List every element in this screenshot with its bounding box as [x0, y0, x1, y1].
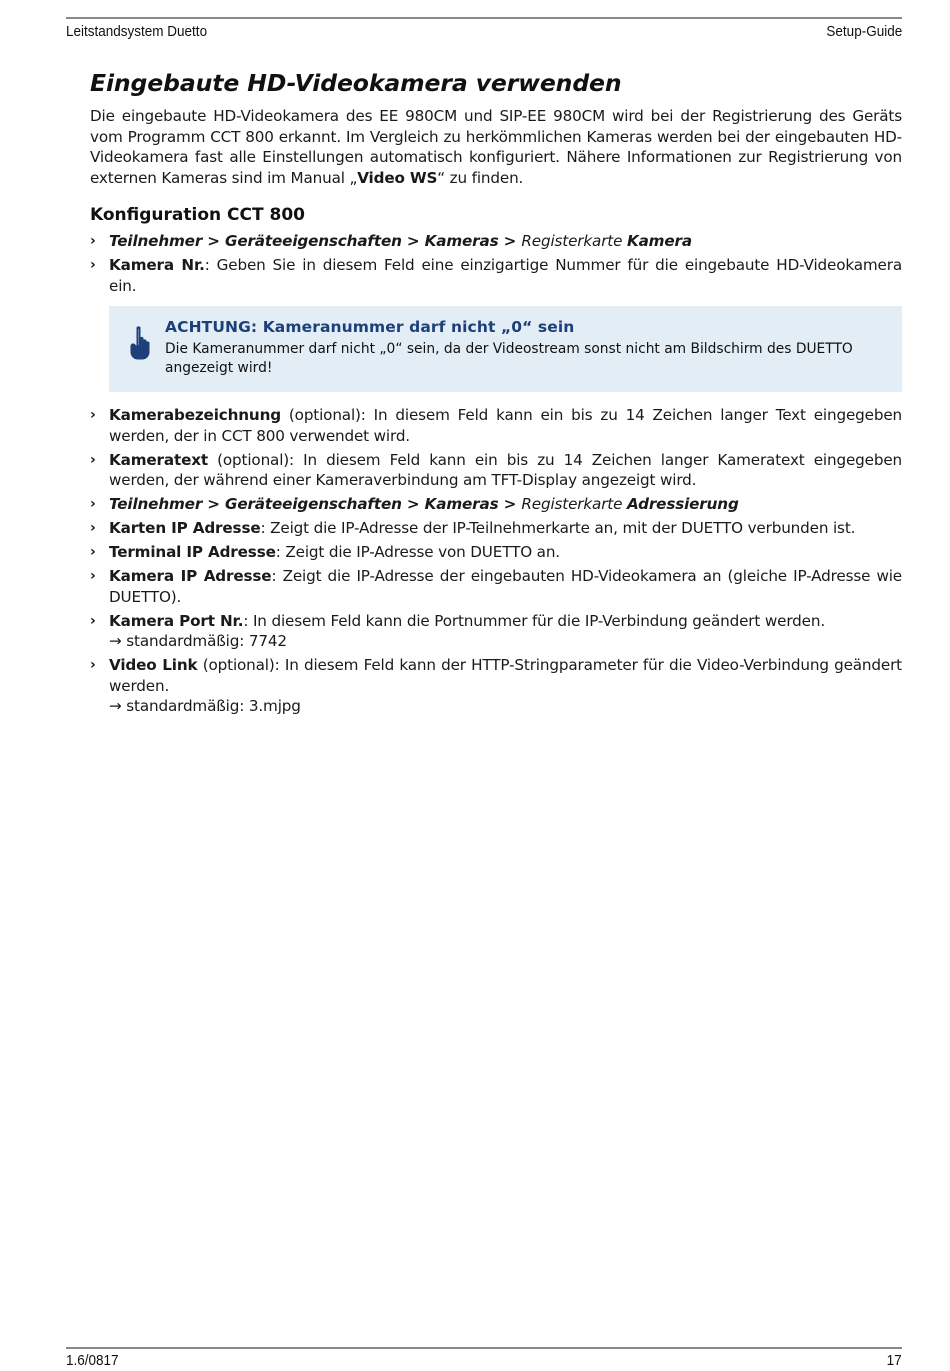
notice-title: ACHTUNG: Kameranummer darf nicht „0“ sein [165, 318, 575, 336]
chevron-right-icon: › [90, 233, 96, 249]
header-left: Leitstandsystem Duetto [66, 23, 208, 40]
chevron-right-icon: › [90, 257, 96, 273]
header-rule [66, 17, 902, 19]
default-value [109, 696, 902, 717]
list-item-kameratext [90, 450, 902, 491]
chevron-right-icon: › [90, 568, 96, 584]
field-term: Terminal IP Adresse [109, 543, 276, 561]
page-content [90, 64, 902, 720]
field-term: Kameratext [109, 450, 208, 469]
field-term: Kamera Port Nr. [109, 611, 244, 630]
field-description: (optional): In diesem Feld kann ein bis zu 14 Zeichen langer Text eingegeben werden, der in CCT 800 verwendet wird. [109, 406, 902, 445]
step-list-2 [90, 405, 902, 717]
field-description: (optional): In diesem Feld kann der HTTP-Stringparameter für die Video-Verbindung geändert werden. [109, 656, 902, 695]
default-value-text: standardmäßig: 3.mjpg [126, 697, 301, 715]
list-item-kamerabezeichnung [90, 405, 902, 446]
notice-body: Die Kameranummer darf nicht „0“ sein, da der Videostream sonst nicht am Bildschirm des DUETTO angezeigt wird! [165, 341, 853, 376]
field-description: : In diesem Feld kann die Portnummer für die IP-Verbindung geändert werden. [243, 611, 826, 630]
list-item-video-link [90, 655, 902, 717]
intro-text-1: Die eingebaute HD-Videokamera des EE 980CM und SIP-EE 980CM wird bei der Registrierung des Geräts vom Programm CCT 800 erkannt. Im Vergleich zu herkömmlichen Kameras werden bei der eingebauten HD-Videokamera fast alle Einstellungen automatisch konfiguriert. Nähere Informationen zur Registrierung von externen Kameras sind im Manual „ [90, 107, 902, 187]
arrow-right-icon: → [109, 697, 122, 715]
menu-path-tab: Kamera [626, 232, 692, 250]
chevron-right-icon: › [90, 544, 96, 560]
field-term: Kamera IP Adresse [109, 567, 272, 585]
field-term: Kamera Nr. [109, 256, 205, 274]
field-term: Karten IP Adresse [109, 519, 261, 537]
header-right: Setup-Guide [826, 23, 902, 40]
default-value [109, 631, 902, 652]
field-description: : Zeigt die IP-Adresse von DUETTO an. [275, 543, 560, 561]
list-item-kamera-ip [90, 566, 902, 607]
menu-path-reg: Registerkarte [521, 232, 627, 250]
menu-path [109, 495, 739, 513]
intro-text-2: “ zu finden. [437, 168, 524, 187]
field-description: (optional): In diesem Feld kann ein bis zu 14 Zeichen langer Kameratext eingegeben werden, der während einer Kameraverbindung am TFT-Display angezeigt wird. [109, 450, 902, 489]
field-term: Video Link [109, 656, 198, 674]
menu-path-reg: Registerkarte [521, 495, 627, 513]
list-item-path-kamera [90, 231, 902, 252]
chevron-right-icon: › [90, 612, 96, 629]
menu-path-nav: Teilnehmer > Geräteeigenschaften > Kameras > [109, 232, 522, 250]
list-item-kamera-port [90, 611, 902, 652]
step-list-1 [90, 231, 902, 296]
menu-path-nav: Teilnehmer > Geräteeigenschaften > Kameras > [109, 495, 522, 513]
field-term: Kamerabezeichnung [109, 406, 281, 424]
chevron-right-icon: › [90, 496, 96, 512]
list-item-karten-ip [90, 518, 902, 539]
chevron-right-icon: › [90, 520, 96, 536]
list-item-terminal-ip [90, 542, 902, 563]
arrow-right-icon: → [109, 632, 122, 650]
field-description: : Geben Sie in diesem Feld eine einzigartige Nummer für die eingebaute HD-Videokamera ein. [109, 256, 902, 295]
intro-paragraph [90, 106, 902, 188]
chevron-right-icon: › [90, 407, 96, 423]
section-title: Konfiguration CCT 800 [90, 205, 305, 225]
list-item-path-adressierung [90, 494, 902, 515]
footer-left: 1.6/0817 [66, 1352, 119, 1369]
chevron-right-icon: › [90, 451, 96, 468]
page-number: 17 [886, 1352, 902, 1369]
pointing-hand-icon [129, 326, 151, 360]
list-item-kamera-nr [90, 255, 902, 296]
footer-rule [66, 1347, 902, 1349]
default-value-text: standardmäßig: 7742 [126, 632, 287, 650]
warning-notice [109, 306, 902, 392]
menu-path-tab: Adressierung [626, 495, 739, 513]
menu-path [109, 232, 692, 250]
field-description: : Zeigt die IP-Adresse der eingebauten HD-Videokamera an (gleiche IP-Adresse wie DUETTO). [109, 567, 902, 606]
intro-bold: Video WS [357, 168, 438, 187]
field-description: : Zeigt die IP-Adresse der IP-Teilnehmerkarte an, mit der DUETTO verbunden ist. [260, 519, 856, 537]
page-title: Eingebaute HD-Videokamera verwenden [90, 69, 622, 97]
chevron-right-icon: › [90, 657, 96, 673]
